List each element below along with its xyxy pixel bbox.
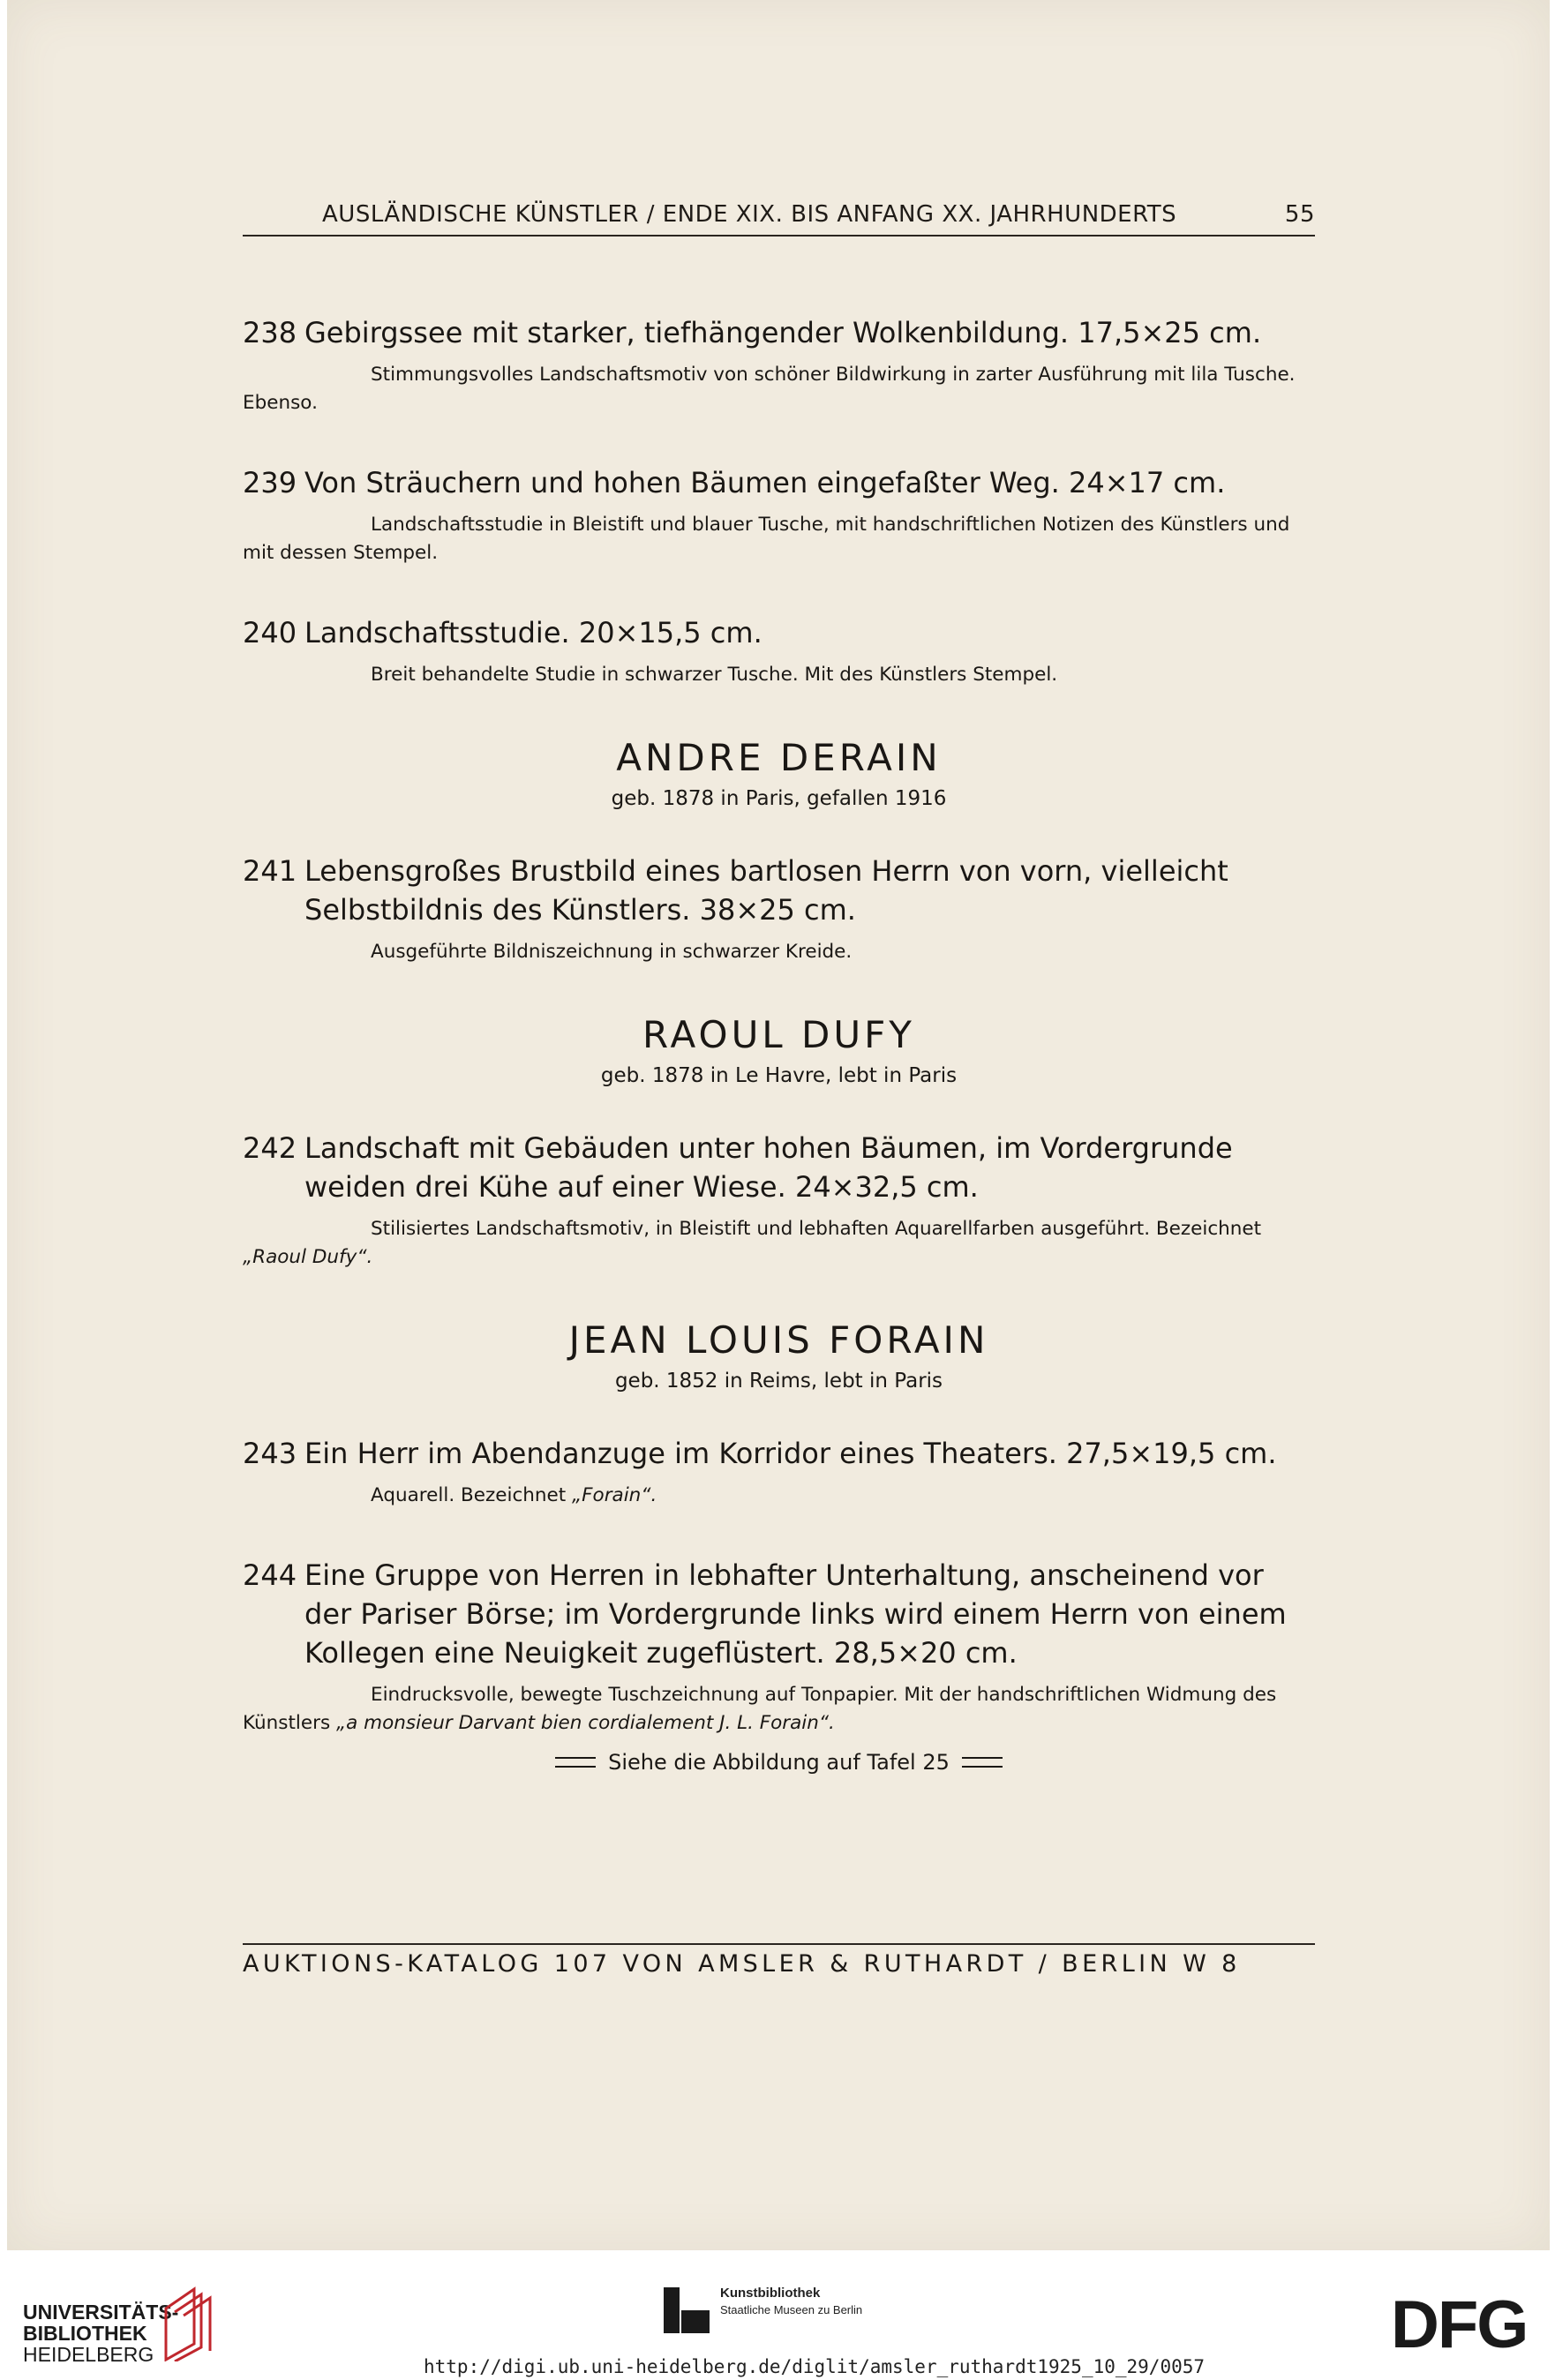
entry-number: 244 [243, 1558, 297, 1592]
catalog-entry-240 [243, 613, 1315, 689]
artist-name: JEAN LOUIS FORAIN [568, 1318, 989, 1362]
entry-number: 243 [243, 1437, 297, 1470]
running-head-title: AUSLÄNDISCHE KÜNSTLER / ENDE XIX. BIS ANFANG XX. JAHRHUNDERTS [322, 201, 1177, 228]
entry-number: 240 [243, 616, 297, 649]
entry-description: Landschaftsstudie in Bleistift und blauer Tusche, mit handschriftlichen Notizen des Künstlers und mit dessen Stempel. [243, 514, 1290, 564]
entry-title-text: Eine Gruppe von Herren in lebhafter Unterhaltung, anscheinend vor der Pariser Börse; im Vordergrunde links wird einem Herrn von einem Kollegen eine Neuigkeit zugeflüstert. 28,5×20 cm. [304, 1558, 1287, 1670]
entry-title [243, 1129, 1315, 1206]
ub-logo-line2: BIBLIOTHEK [23, 2322, 147, 2345]
entry-title [243, 1434, 1315, 1473]
source-url-link[interactable]: http://digi.ub.uni-heidelberg.de/diglit/amsler_ruthardt1925_10_29/0057 [424, 2356, 1206, 2377]
entry-signature: „Raoul Dufy“. [243, 1246, 373, 1268]
entry-title [243, 852, 1315, 929]
page-number: 55 [1284, 201, 1315, 228]
ub-logo-line3: HEIDELBERG [23, 2343, 154, 2366]
catalog-entry-239 [243, 463, 1315, 567]
kunstbibliothek-emblem-icon [662, 2286, 711, 2335]
artist-heading-forain [243, 1318, 1315, 1395]
catalog-entry-238 [243, 313, 1315, 417]
catalog-entry-242 [243, 1129, 1315, 1272]
artist-heading-derain [243, 735, 1315, 813]
ub-logo-line1: UNIVERSITÄTS- [23, 2301, 179, 2324]
entry-title [243, 613, 1315, 652]
artist-dates: geb. 1878 in Le Havre, lebt in Paris [600, 1064, 958, 1087]
entry-title-text: Gebirgssee mit starker, tiefhängender Wolkenbildung. 17,5×25 cm. [304, 316, 1262, 349]
entry-description: Stimmungsvolles Landschaftsmotiv von schöner Bildwirkung in zarter Ausführung mit lila Tusche. Ebenso. [243, 364, 1296, 414]
entry-title-text: Landschaftsstudie. 20×15,5 cm. [304, 616, 762, 649]
catalog-content [243, 313, 1315, 1775]
entry-description-text: Eindrucksvolle, bewegte Tuschzeichnung auf Tonpapier. Mit der handschriftlichen Widmung des Künstlers [243, 1684, 1277, 1734]
artist-name: RAOUL DUFY [642, 1013, 915, 1056]
running-head [243, 201, 1315, 236]
entry-description [243, 1215, 1315, 1272]
catalog-entry-243 [243, 1434, 1315, 1510]
kunstbibliothek-subtitle: Staatliche Museen zu Berlin [720, 2303, 863, 2316]
entry-number: 239 [243, 466, 297, 499]
entry-dedication: „a monsieur Darvant bien cordialement J. L. Forain“. [336, 1712, 835, 1734]
entry-description-text: Aquarell. Bezeichnet [371, 1484, 567, 1506]
catalog-entry-244 [243, 1556, 1315, 1775]
entry-title [243, 1556, 1315, 1672]
entry-title [243, 463, 1315, 502]
entry-title-text: Landschaft mit Gebäuden unter hohen Bäumen, im Vordergrunde weiden drei Kühe auf einer Wiese. 24×32,5 cm. [304, 1131, 1233, 1204]
artist-heading-dufy [243, 1012, 1315, 1090]
entry-title-text: Lebensgroßes Brustbild eines bartlosen Herrn von vorn, vielleicht Selbstbildnis des Künstlers. 38×25 cm. [304, 854, 1228, 927]
entry-title-text: Von Sträuchern und hohen Bäumen eingefaßter Weg. 24×17 cm. [304, 466, 1226, 499]
entry-description: Breit behandelte Studie in schwarzer Tusche. Mit des Künstlers Stempel. [371, 664, 1058, 686]
plate-reference-text: Siehe die Abbildung auf Tafel 25 [608, 1750, 950, 1775]
double-rule-right [962, 1757, 1003, 1768]
catalog-footer: AUKTIONS-KATALOG 107 VON AMSLER & RUTHARDT / BERLIN W 8 [243, 1950, 1241, 1978]
entry-signature: „Forain“. [572, 1484, 657, 1506]
catalog-entry-241 [243, 852, 1315, 966]
artist-dates: geb. 1878 in Paris, gefallen 1916 [611, 787, 947, 810]
entry-number: 241 [243, 854, 297, 888]
entry-title-text: Ein Herr im Abendanzuge im Korridor eines Theaters. 27,5×19,5 cm. [304, 1437, 1277, 1470]
footer-rule [243, 1943, 1315, 1945]
entry-number: 242 [243, 1131, 297, 1165]
entry-description: Ausgeführte Bildniszeichnung in schwarzer Kreide. [371, 941, 853, 963]
double-rule-left [555, 1757, 596, 1768]
ub-emblem-icon [159, 2282, 215, 2361]
plate-reference [243, 1750, 1315, 1775]
kunstbibliothek-logo [662, 2286, 862, 2335]
entry-description-text: Stilisiertes Landschaftsmotiv, in Bleistift und lebhaften Aquarellfarben ausgeführt. Bezeichnet [371, 1218, 1262, 1240]
university-library-logo [23, 2301, 178, 2365]
dfg-logo: DFG [1391, 2287, 1528, 2362]
kunstbibliothek-name: Kunstbibliothek [720, 2286, 821, 2301]
entry-description [243, 1681, 1315, 1738]
artist-name: ANDRE DERAIN [616, 736, 942, 779]
entry-description [243, 1482, 1315, 1510]
entry-number: 238 [243, 316, 297, 349]
entry-title [243, 313, 1315, 352]
artist-dates: geb. 1852 in Reims, lebt in Paris [614, 1370, 943, 1393]
